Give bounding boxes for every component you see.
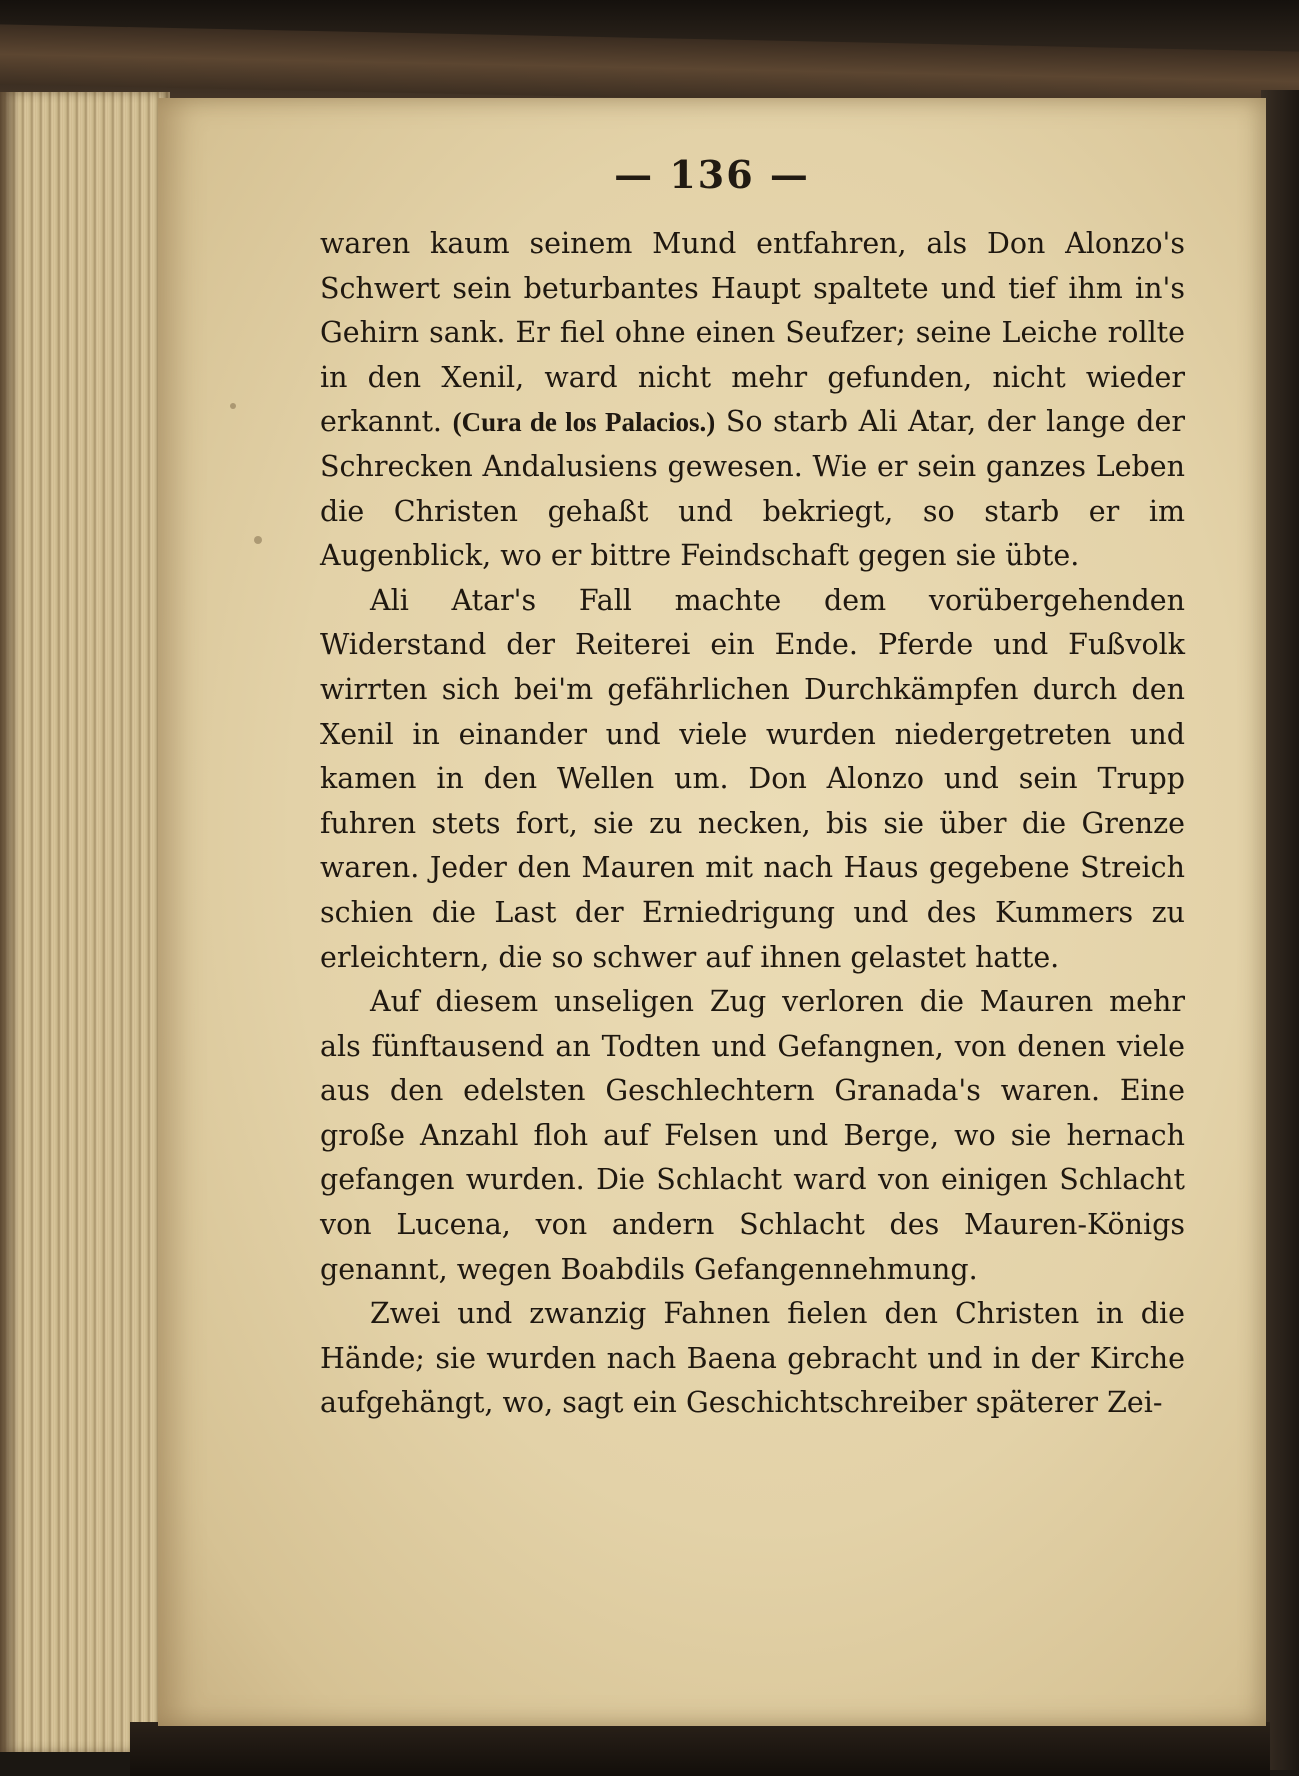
- paragraph-2: Ali Atar's Fall machte dem vorübergehenden Widerstand der Reiterei ein Ende. Pferde und Fußvolk wirrten sich bei'm gefährlichen Durchkämpfen durch den Xenil in einander und viele wurden niedergetreten und kamen in den Wellen um. Don Alonzo und sein Trupp fuhren stets fort, sie zu necken, bis sie über die Grenze waren. Jeder den Mauren mit nach Haus gegebene Streich schien die Last der Erniedrigung und des Kummers zu erleichtern, die so schwer auf ihnen gelastet hatte.: [320, 583, 1185, 974]
- book-bottom-edge: [130, 1722, 1270, 1776]
- paper-blemish: [254, 536, 262, 544]
- paragraph-1: [320, 222, 1185, 579]
- paragraph-4: Zwei und zwanzig Fahnen fielen den Christen in die Hände; sie wurden nach Baena gebracht und in der Kirche aufgehängt, wo, sagt ein Geschichtschreiber späterer Zei-: [320, 1297, 1185, 1420]
- paragraph-1-text-before: waren kaum seinem Mund entfahren, als Don Alonzo's Schwert sein beturbantes Haupt spaltete und tief ihm in's Gehirn sank. Er fiel ohne einen Seufzer; seine Leiche rollte in den Xenil, ward nicht mehr gefunden, nicht wieder erkannt.: [320, 227, 1185, 439]
- paragraph-3: Auf diesem unseligen Zug verloren die Mauren mehr als fünftausend an Todten und Gefangnen, von denen viele aus den edelsten Geschlechtern Granada's waren. Eine große Anzahl floh auf Felsen und Berge, wo sie hernach gefangen wurden. Die Schlacht ward von einigen Schlacht von Lucena, von andern Schlacht des Mauren-Königs genannt, wegen Boabdils Gefangennehmung.: [320, 985, 1185, 1286]
- page-number: — 136 —: [614, 152, 810, 197]
- latin-citation: (Cura de los Palacios.): [452, 407, 716, 438]
- page-stack-shadow: [0, 92, 20, 1752]
- paragraph-1-text-after: So starb Ali Atar, der lange der Schrecken Andalusiens gewesen. Wie er sein ganzes Leben die Christen gehaßt und bekriegt, so starb er im Augenblick, wo er bittre Feindschaft gegen sie übte.: [320, 405, 1186, 573]
- body-text: [320, 222, 1185, 1426]
- paper-blemish: [230, 403, 236, 409]
- page-edge-stack: [0, 92, 170, 1752]
- book-right-edge: [1261, 90, 1299, 1770]
